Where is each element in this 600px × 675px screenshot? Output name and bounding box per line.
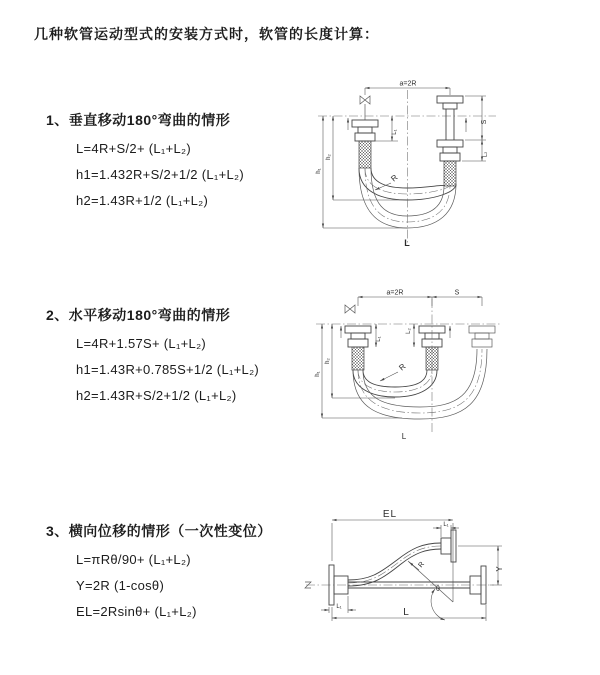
formula-L: L=4R+1.57S+ (L₁+L₂) xyxy=(76,336,207,351)
hose-curve xyxy=(348,543,441,586)
label-a2r: a=2R xyxy=(386,289,404,297)
label-l2: L₂ xyxy=(482,151,489,158)
section-lateral-displacement xyxy=(46,521,316,625)
label-l1-bottom: L₁ xyxy=(336,604,342,610)
formula-L: L=4R+S/2+ (L₁+L₂) xyxy=(76,141,191,156)
section-horizontal-movement xyxy=(46,305,316,409)
section-3-heading: 3、横向位移的情形（一次性变位） xyxy=(46,523,272,539)
label-theta: θ xyxy=(436,586,440,593)
dimension-l1 xyxy=(376,324,382,347)
page-title: 几种软管运动型式的安装方式时，软管的长度计算： xyxy=(34,26,379,42)
diagram-horizontal-180-bend xyxy=(306,282,600,446)
section-vertical-movement xyxy=(46,110,316,214)
upper-flange xyxy=(441,530,456,562)
label-h1: h₁ xyxy=(316,168,322,174)
label-l1-top: L₁ xyxy=(443,522,449,528)
dimension-l1-bottom xyxy=(321,596,356,613)
label-l1: L₁ xyxy=(376,336,382,342)
dimension-l2 xyxy=(406,324,414,347)
label-l2: L₂ xyxy=(406,328,412,334)
formula-EL: EL=2Rsinθ+ (L₁+L₂) xyxy=(76,604,197,619)
label-l: L xyxy=(401,432,407,441)
diagram-vertical-180-bend xyxy=(308,76,598,258)
dimension-l xyxy=(332,605,486,621)
label-r: R xyxy=(397,361,408,373)
hose-position-1 xyxy=(353,370,437,397)
dimension-s xyxy=(465,96,488,140)
formula-Y: Y=2R (1-cosθ) xyxy=(76,578,165,593)
dimension-s xyxy=(432,290,482,298)
label-l1: L₁ xyxy=(392,129,398,135)
label-el: EL xyxy=(382,509,398,520)
radius-callout xyxy=(380,362,408,381)
section-1-heading: 1、垂直移动180°弯曲的情形 xyxy=(46,112,231,128)
label-h2: h₂ xyxy=(326,154,332,160)
label-r: R xyxy=(389,172,400,184)
dimension-l1 xyxy=(375,116,398,141)
label-s: S xyxy=(481,119,488,125)
dimension-a2r xyxy=(358,290,432,298)
diagram-lateral-displacement xyxy=(298,503,600,645)
section-2-heading: 2、水平移动180°弯曲的情形 xyxy=(46,307,231,323)
valve-symbol-icon xyxy=(360,96,370,120)
label-s: S xyxy=(454,289,460,297)
radius-callout xyxy=(409,561,426,570)
label-h2: h₂ xyxy=(325,358,331,364)
label-l: L xyxy=(403,607,409,618)
label-y: Y xyxy=(495,566,504,572)
left-fitting xyxy=(345,326,371,370)
angle-construction xyxy=(408,561,453,620)
right-fitting-moved xyxy=(469,326,495,347)
left-fitting xyxy=(352,120,378,168)
right-fitting xyxy=(437,96,463,186)
label-r: R xyxy=(417,560,427,570)
label-l: L xyxy=(404,238,410,248)
formula-h1: h1=1.432R+S/2+1/2 (L₁+L₂) xyxy=(76,167,244,182)
label-a2r: a=2R xyxy=(399,80,417,88)
label-h1: h₁ xyxy=(315,371,321,377)
dimension-l1-top xyxy=(433,522,459,537)
dimension-l2 xyxy=(462,140,489,161)
formula-h2: h2=1.43R+1/2 (L₁+L₂) xyxy=(76,193,209,208)
formula-h2: h2=1.43R+S/2+1/2 (L₁+L₂) xyxy=(76,388,237,403)
valve-symbol-icon xyxy=(345,305,355,313)
formula-h1: h1=1.43R+0.785S+1/2 (L₁+L₂) xyxy=(76,362,260,377)
extension-lines xyxy=(358,297,482,306)
formula-L: L=πRθ/90+ (L₁+L₂) xyxy=(76,552,191,567)
